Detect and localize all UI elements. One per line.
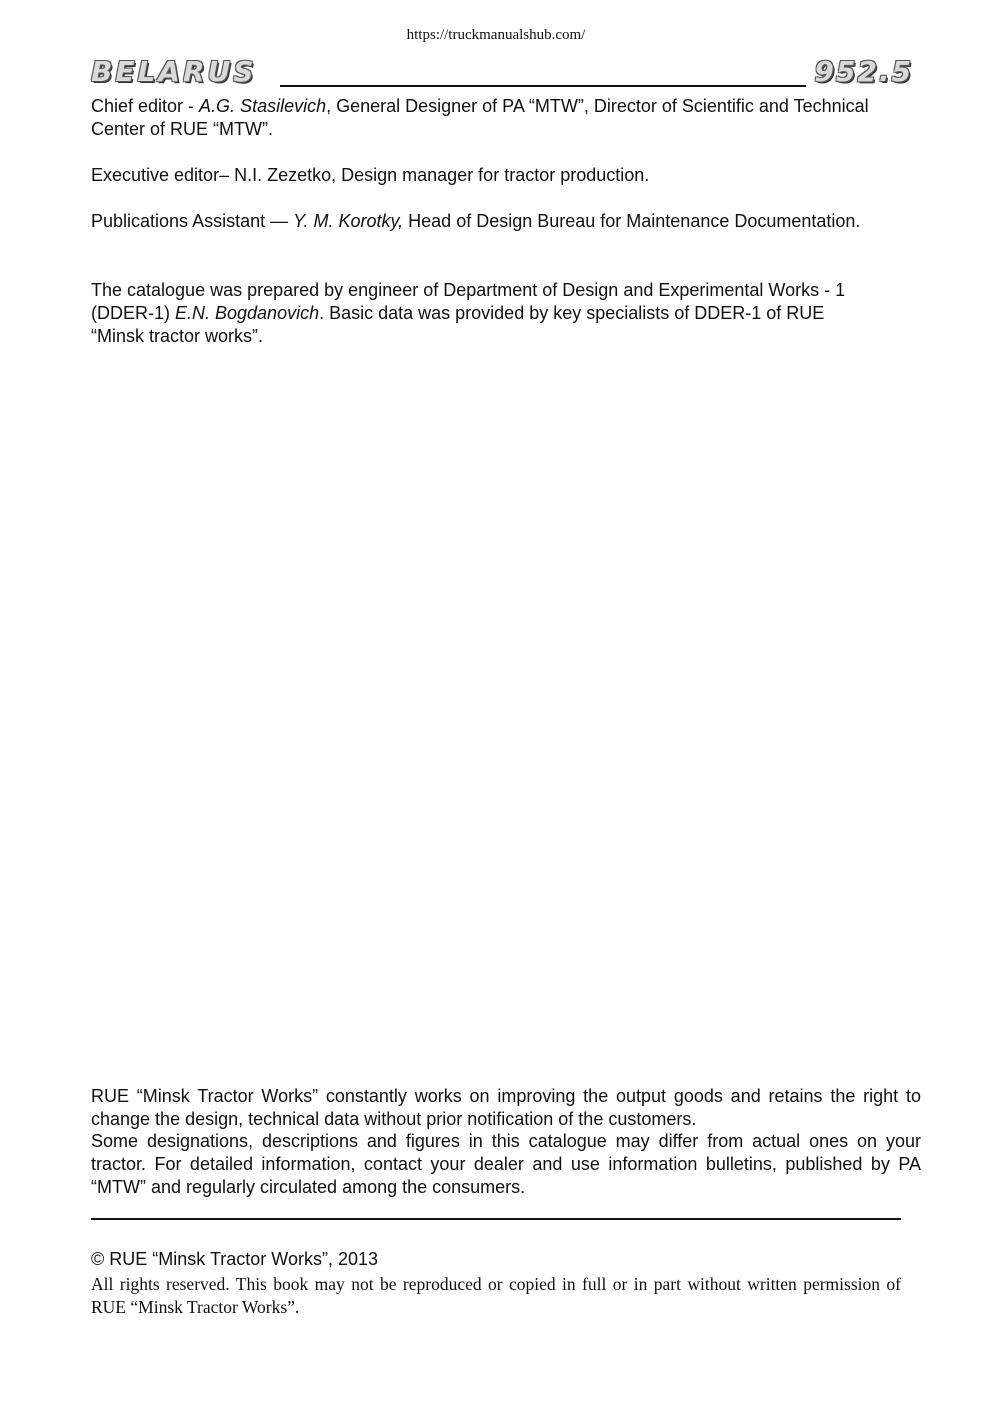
executive-editor-label: Executive editor– <box>91 165 235 185</box>
executive-editor-role: , Design manager for tractor production. <box>331 165 650 185</box>
assistant-name: Y. M. Korotky, <box>293 211 404 231</box>
chief-editor-label: Chief editor - <box>91 96 200 116</box>
designation-differences-notice: Some designations, descriptions and figures in this catalogue may differ from actual ones on your tractor. For detailed information, contact your dealer and use information bulletins, published by PA “MTW” and regularly circulated among the consumers. <box>91 1131 921 1197</box>
assistant-label: Publications Assistant — <box>91 211 294 231</box>
model-number: 952.5 <box>814 55 913 88</box>
rights-reserved-text: All rights reserved. This book may not be reproduced or copied in full or in part without written permission of RUE “Minsk Tractor Works”. <box>91 1274 901 1317</box>
executive-editor-name: N.I. Zezetko <box>234 165 332 185</box>
publications-assistant-credit <box>91 210 921 233</box>
chief-editor-credit <box>91 95 921 141</box>
design-change-notice: RUE “Minsk Tractor Works” constantly works on improving the output goods and retains the right to change the design, technical data without prior notification of the customers. <box>91 1086 921 1129</box>
catalogue-text-1: The catalogue was prepared by engineer of Department of Design and Experimental Works - 1 (DDER-1) <box>91 280 846 323</box>
catalogue-text-2: . Basic data was provided by key specialists of DDER-1 of RUE “Minsk tractor works”. <box>91 303 825 346</box>
page-header <box>91 57 913 89</box>
chief-editor-name: A.G. Stasilevich <box>199 96 327 116</box>
catalogue-engineer-name: E.N. Bogdanovich <box>175 303 320 323</box>
executive-editor-credit <box>91 164 921 187</box>
footer-rule <box>91 1218 901 1220</box>
chief-editor-role: , General Designer of PA “MTW”, Director of Scientific and Technical Center of RUE “MTW”. <box>91 96 869 139</box>
header-rule <box>280 85 806 87</box>
brand-logo: BELARUS <box>91 55 257 88</box>
catalogue-credit <box>91 279 861 348</box>
assistant-role: Head of Design Bureau for Maintenance Documentation. <box>403 211 861 231</box>
source-url[interactable]: https://truckmanualshub.com/ <box>406 27 586 43</box>
copyright-line: © RUE “Minsk Tractor Works”, 2013 <box>91 1249 378 1269</box>
